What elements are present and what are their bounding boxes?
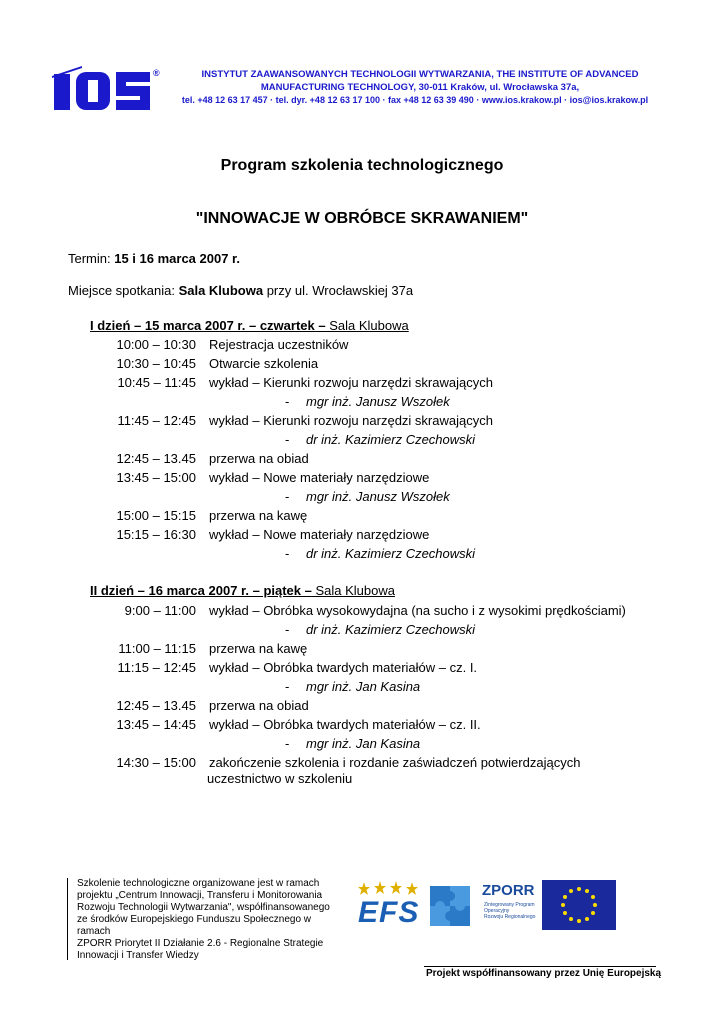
schedule-time: 9:00 – 11:00 [124,603,196,618]
schedule-activity: wykład – Obróbka wysokowydajna (na sucho i z wysokimi prędkościami) [209,603,626,618]
course-title: "INNOWACJE W OBRÓBCE SKRAWANIEM" [195,210,529,227]
zporr-sub-line: Zintegrowany Program [484,902,535,908]
schedule-activity: wykład – Obróbka twardych materiałów – cz. II. [209,717,481,732]
day1-room: Sala Klubowa [325,318,409,333]
speaker-name: dr inż. Kazimierz Czechowski [306,432,476,447]
date-label: Termin: [68,251,115,266]
speaker-dash: - [285,679,290,694]
venue-name: Sala Klubowa [178,283,264,298]
funding-note-line: Rozwoju Technologii Wytwarzania", współfinansowanego [77,902,330,913]
date-line [68,251,240,266]
page-title: Program szkolenia technologicznego [220,157,504,174]
schedule-activity: przerwa na kawę [209,508,308,523]
speaker-dash: - [285,546,290,561]
schedule-activity: wykład – Obróbka twardych materiałów – cz. I. [209,660,478,675]
schedule-time: 11:45 – 12:45 [117,413,196,428]
venue-label: Miejsce spotkania: [68,283,179,298]
funding-note-line: Innowacji i Transfer Wiedzy [77,950,199,961]
eu-flag-icon [542,880,616,930]
funding-note-line: Szkolenie technologiczne organizowane jest w ramach [77,878,320,889]
day2-heading [90,583,395,598]
schedule-time: 11:15 – 12:45 [117,660,196,675]
schedule-activity: przerwa na obiad [209,698,309,713]
schedule-time: 11:00 – 11:15 [118,641,196,656]
puzzle-logo-icon [428,880,474,930]
schedule-time: 10:30 – 10:45 [116,356,196,371]
eu-cofinanced-note: Projekt współfinansowany przez Unię Europejską [426,968,662,979]
funding-note-line: ze środków Europejskiego Funduszu Społecznego w ramach [77,914,312,937]
header-line-1: INSTYTUT ZAAWANSOWANYCH TECHNOLOGII WYTWARZANIA, THE INSTITUTE OF ADVANCED [201,69,639,80]
day1-date: I dzień – 15 marca 2007 r. – czwartek – [90,318,326,333]
speaker-name: mgr inż. Janusz Wszołek [306,394,450,409]
schedule-activity: wykład – Kierunki rozwoju narzędzi skrawających [209,413,493,428]
speaker-name: mgr inż. Jan Kasina [306,679,421,694]
day2-date: II dzień – 16 marca 2007 r. – piątek – [90,583,312,598]
schedule-activity: Otwarcie szkolenia [209,356,319,371]
funding-note-line: ZPORR Priorytet II Działanie 2.6 - Regionalne Strategie [77,938,324,949]
date-value: 15 i 16 marca 2007 r. [114,251,241,266]
schedule-time: 10:00 – 10:30 [116,337,196,352]
header-line-2: MANUFACTURING TECHNOLOGY, 30-011 Kraków, ul. Wrocławska 37a, [260,82,580,93]
speaker-dash: - [285,489,290,504]
schedule-activity: wykład – Kierunki rozwoju narzędzi skrawających [209,375,493,390]
venue-address: przy ul. Wrocławskiej 37a [263,283,414,298]
speaker-dash: - [285,394,290,409]
schedule-activity: przerwa na obiad [209,451,309,466]
schedule-activity: Rejestracja uczestników [209,337,349,352]
venue-line [68,283,413,298]
header-line-3: tel. +48 12 63 17 457 · tel. dyr. +48 12 63 17 100 · fax +48 12 63 39 490 · www.ios.krakow.pl · ios@ios.krakow.pl [181,95,649,105]
funding-note [77,878,347,962]
zporr-logo [480,880,542,930]
schedule-time: 15:00 – 15:15 [116,508,196,523]
schedule-time: 13:45 – 15:00 [116,470,196,485]
zporr-sub-line: Operacyjny [484,908,510,914]
schedule-activity: wykład – Nowe materiały narzędziowe [209,527,430,542]
schedule-activity: zakończenie szkolenia i rozdanie zaświadczeń potwierdzających [209,755,581,770]
efs-logo [354,880,424,932]
speaker-dash: - [285,432,290,447]
schedule-time: 15:15 – 16:30 [116,527,196,542]
schedule-activity-continued: uczestnictwo w szkoleniu [207,771,353,786]
schedule-time: 12:45 – 13.45 [116,451,196,466]
registered-mark: ® [153,68,160,78]
schedule-activity: przerwa na kawę [209,641,308,656]
zporr-text: ZPORR [482,882,535,899]
speaker-name: dr inż. Kazimierz Czechowski [306,622,476,637]
ios-logo [52,66,152,112]
footer-divider [67,878,68,960]
day1-heading [90,318,409,333]
speaker-name: dr inż. Kazimierz Czechowski [306,546,476,561]
efs-text: EFS [358,896,420,929]
schedule-activity: wykład – Nowe materiały narzędziowe [209,470,430,485]
schedule-time: 10:45 – 11:45 [117,375,196,390]
speaker-name: mgr inż. Jan Kasina [306,736,421,751]
zporr-subtitle [484,902,535,920]
day2-room: Sala Klubowa [311,583,395,598]
speaker-dash: - [285,622,290,637]
speaker-dash: - [285,736,290,751]
zporr-sub-line: Rozwoju Regionalnego [484,914,536,920]
speaker-name: mgr inż. Janusz Wszołek [306,489,450,504]
schedule-time: 14:30 – 15:00 [116,755,196,770]
funding-note-line: projektu „Centrum Innowacji, Transferu i Monitorowania [77,890,323,901]
footer-rule [424,966,656,967]
schedule-time: 12:45 – 13.45 [116,698,196,713]
schedule-time: 13:45 – 14:45 [116,717,196,732]
